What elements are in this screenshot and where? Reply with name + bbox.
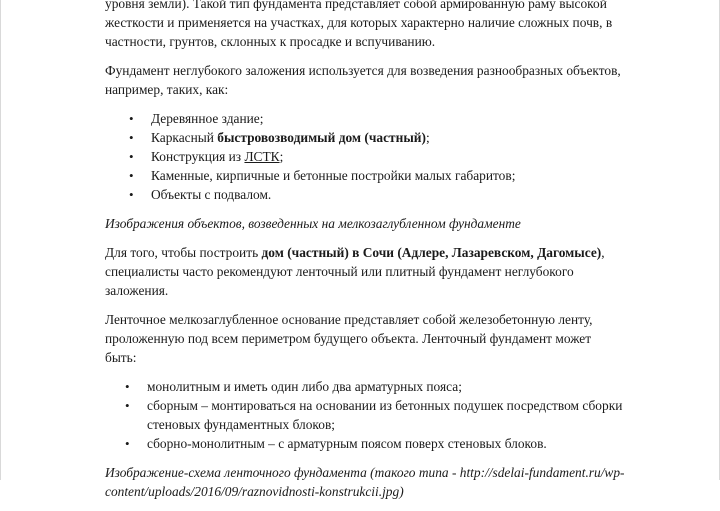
list-item-bold-text: быстровозводимый дом (частный)	[217, 130, 426, 145]
document-body	[105, 0, 675, 511]
bullet-icon: •	[129, 130, 134, 145]
list-item-text: Конструкция из	[151, 149, 245, 164]
list-item-text: Деревянное здание;	[151, 111, 264, 126]
paragraph-line: уровня земли). Такой тип фундамента представляет собой армированную раму высокой	[105, 0, 607, 11]
list-item	[105, 147, 675, 166]
bullet-icon: •	[129, 149, 134, 164]
paragraph-intro	[105, 0, 675, 51]
paragraph-line: жесткости и применяется на участках, для которых характерно наличие сложных почв, в	[105, 15, 613, 30]
bullet-icon: •	[125, 436, 130, 451]
list-item	[105, 377, 675, 396]
list-item	[105, 396, 675, 434]
paragraph-line: Ленточное мелкозаглубленное основание представляет собой железобетонную ленту,	[105, 312, 593, 327]
paragraph-line: например, таких, как:	[105, 82, 229, 97]
paragraph-usage	[105, 61, 675, 99]
paragraph-line: заложения.	[105, 283, 169, 298]
lstk-link[interactable]: ЛСТК	[244, 149, 280, 164]
bullet-icon: •	[125, 398, 130, 413]
list-item	[105, 185, 675, 204]
paragraph-line: частности, грунтов, склонных к просадке и вспучиванию.	[105, 34, 436, 49]
list-item	[105, 166, 675, 185]
caption-objects: Изображения объектов, возведенных на мелкозаглубленном фундаменте	[105, 216, 521, 231]
caption-line: content/uploads/2016/09/raznovidnosti-konstrukcii.jpg)	[105, 484, 404, 499]
list-item	[105, 128, 675, 147]
list-item-text: монолитным и иметь один либо два арматурных пояса;	[147, 379, 462, 394]
list-item-text: Каменные, кирпичные и бетонные постройки малых габаритов;	[151, 168, 516, 183]
paragraph-line: быть:	[105, 350, 137, 365]
bullet-icon: •	[125, 379, 130, 394]
paragraph-line: проложенную под всем периметром будущего объекта. Ленточный фундамент может	[105, 331, 592, 346]
list-item-text: ;	[425, 130, 430, 145]
paragraph-bold-text: дом (частный) в Сочи (Адлере, Лазаревском, Дагомысе)	[261, 245, 602, 260]
paragraph-line: специалисты часто рекомендуют ленточный или плитный фундамент неглубокого	[105, 264, 574, 279]
list-item	[105, 434, 675, 453]
bullet-icon: •	[129, 187, 134, 202]
bullet-icon: •	[129, 111, 134, 126]
paragraph-text: Для того, чтобы построить	[105, 245, 262, 260]
paragraph-strip	[105, 310, 675, 367]
list-item-text: ;	[279, 149, 284, 164]
list-item-text: стеновых фундаментных блоков;	[147, 417, 335, 432]
paragraph-sochi	[105, 243, 675, 300]
bullet-icon: •	[129, 168, 134, 183]
foundation-types-list	[105, 377, 675, 453]
list-item-text: Объекты с подвалом.	[151, 187, 272, 202]
list-item-text: сборным – монтироваться на основании из бетонных подушек посредством сборки	[147, 398, 623, 413]
list-item-text: сборно-монолитным – с арматурным поясом поверх стеновых блоков.	[147, 436, 547, 451]
paragraph-text: ,	[601, 245, 605, 260]
caption-scheme	[105, 463, 675, 501]
paragraph-line: Фундамент неглубокого заложения используется для возведения разнообразных объектов,	[105, 63, 621, 78]
list-item	[105, 109, 675, 128]
list-item-text: Каркасный	[151, 130, 218, 145]
caption-line: Изображение-схема ленточного фундамента (такого типа - http://sdelai-fundament.ru/wp-	[105, 465, 625, 480]
objects-list	[105, 109, 675, 204]
